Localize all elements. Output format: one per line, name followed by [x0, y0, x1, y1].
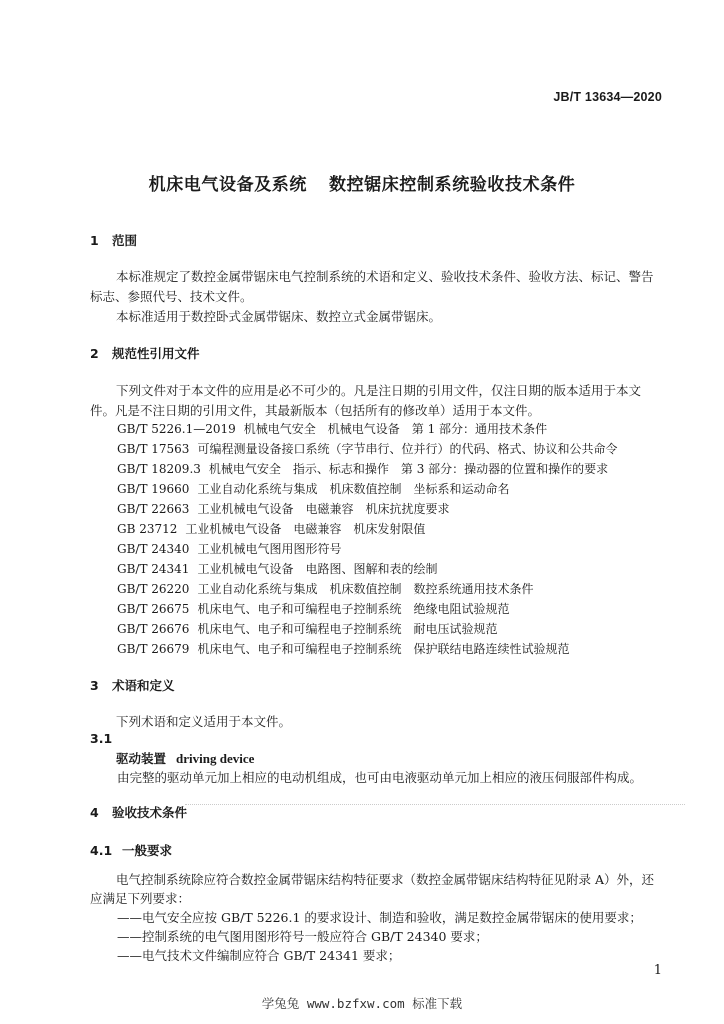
reference-code: GB/T 26220	[117, 582, 190, 596]
reference-title: 工业机械电气图用图形符号	[197, 542, 342, 556]
title-part-1: 机床电气设备及系统	[148, 175, 307, 195]
section-title: 规范性引用文件	[112, 346, 200, 361]
reference-title: 机床电气、电子和可编程电子控制系统 耐电压试验规范	[197, 622, 498, 636]
section-title: 术语和定义	[112, 678, 175, 693]
reference-item	[117, 560, 437, 577]
reference-item	[117, 500, 449, 517]
reference-code: GB/T 24340	[117, 542, 190, 556]
reference-code: GB/T 19660	[117, 482, 190, 496]
reference-item	[117, 620, 497, 637]
reference-item	[117, 480, 509, 497]
paragraph-line: 下列术语和定义适用于本文件。	[116, 714, 292, 729]
subsection-number: 4.1	[90, 843, 113, 858]
section-title: 范围	[112, 233, 138, 248]
paragraph-line: 本标准规定了数控金属带锯床电气控制系统的术语和定义、验收技术条件、验收方法、标记、警告	[116, 269, 654, 284]
reference-code: GB/T 26675	[117, 602, 190, 616]
requirement-item: ——控制系统的电气图用图形符号一般应符合 GB/T 24340 要求；	[117, 929, 488, 944]
paragraph-line: 应满足下列要求：	[90, 891, 191, 906]
reference-title: 工业自动化系统与集成 机床数值控制 坐标系和运动命名	[197, 482, 510, 496]
reference-item	[117, 460, 608, 477]
reference-item	[117, 520, 425, 537]
subsection-4-1-heading	[90, 841, 172, 859]
standard-code: JB/T 13634—2020	[553, 90, 662, 104]
reference-item	[117, 540, 341, 557]
reference-title: 机床电气、电子和可编程电子控制系统 绝缘电阻试验规范	[197, 602, 510, 616]
reference-title: 工业自动化系统与集成 机床数值控制 数控系统通用技术条件	[197, 582, 534, 596]
section-4-heading	[90, 803, 187, 821]
paragraph-line: 电气控制系统除应符合数控金属带锯床结构特征要求（数控金属带锯床结构特征见附录 A）外，还	[116, 872, 655, 887]
requirement-item: ——电气安全应按 GB/T 5226.1 的要求设计、制造和验收，满足数控金属带锯床的使用要求；	[117, 910, 642, 925]
subsection-title: 一般要求	[122, 843, 173, 858]
reference-title: 机床电气、电子和可编程电子控制系统 保护联结电路连续性试验规范	[197, 642, 570, 656]
reference-code: GB/T 5226.1—2019	[117, 422, 236, 436]
term-chinese: 驱动装置	[116, 751, 167, 766]
term-number: 3.1	[90, 731, 113, 746]
term-entry	[90, 749, 688, 767]
title-part-2: 数控锯床控制系统验收技术条件	[329, 175, 576, 195]
paragraph-line: 标志、参照代号、技术文件。	[90, 289, 253, 304]
term-definition: 由完整的驱动单元加上相应的电动机组成，也可由电液驱动单元加上相应的液压伺服部件构成。	[117, 770, 643, 785]
reference-item	[117, 600, 509, 617]
reference-item	[117, 440, 617, 457]
page-number: 1	[653, 963, 662, 978]
section-2-heading	[90, 344, 200, 362]
requirement-item: ——电气技术文件编制应符合 GB/T 24341 要求；	[117, 948, 401, 963]
watermark-text: 学兔兔 www.bzfxw.com 标准下载	[261, 996, 463, 1011]
reference-item	[117, 420, 547, 437]
reference-code: GB/T 26679	[117, 642, 190, 656]
reference-title: 机械电气安全 机械电气设备 第 1 部分：通用技术条件	[243, 422, 548, 436]
reference-item	[117, 580, 533, 597]
section-title: 验收技术条件	[112, 805, 188, 820]
section-number: 4	[90, 805, 99, 820]
reference-code: GB/T 18209.3	[117, 462, 201, 476]
reference-title: 工业机械电气设备 电磁兼容 机床发射限值	[185, 522, 426, 536]
reference-code: GB/T 17563	[117, 442, 190, 456]
paragraph-line: 件。凡是不注日期的引用文件，其最新版本（包括所有的修改单）适用于本文件。	[90, 403, 541, 418]
term-english: driving device	[176, 751, 255, 766]
reference-title: 可编程测量设备接口系统（字节串行、位并行）的代码、格式、协议和公共命令	[197, 442, 618, 456]
reference-code: GB/T 26676	[117, 622, 190, 636]
reference-code: GB/T 22663	[117, 502, 190, 516]
paragraph-line: 下列文件对于本文件的应用是必不可少的。凡是注日期的引用文件，仅注日期的版本适用于本文	[116, 383, 642, 398]
section-number: 1	[90, 233, 99, 248]
section-number: 2	[90, 346, 99, 361]
reference-code: GB 23712	[117, 522, 178, 536]
reference-title: 工业机械电气设备 电磁兼容 机床抗扰度要求	[197, 502, 450, 516]
section-3-heading	[90, 676, 175, 694]
section-1-heading	[90, 231, 137, 249]
reference-title: 机械电气安全 指示、标志和操作 第 3 部分：操动器的位置和操作的要求	[208, 462, 609, 476]
reference-code: GB/T 24341	[117, 562, 190, 576]
section-number: 3	[90, 678, 99, 693]
scan-artifact-line	[185, 804, 685, 807]
paragraph-line: 本标准适用于数控卧式金属带锯床、数控立式金属带锯床。	[116, 309, 442, 324]
reference-title: 工业机械电气设备 电路图、图解和表的绘制	[197, 562, 438, 576]
reference-item	[117, 640, 569, 657]
document-title	[0, 170, 724, 195]
